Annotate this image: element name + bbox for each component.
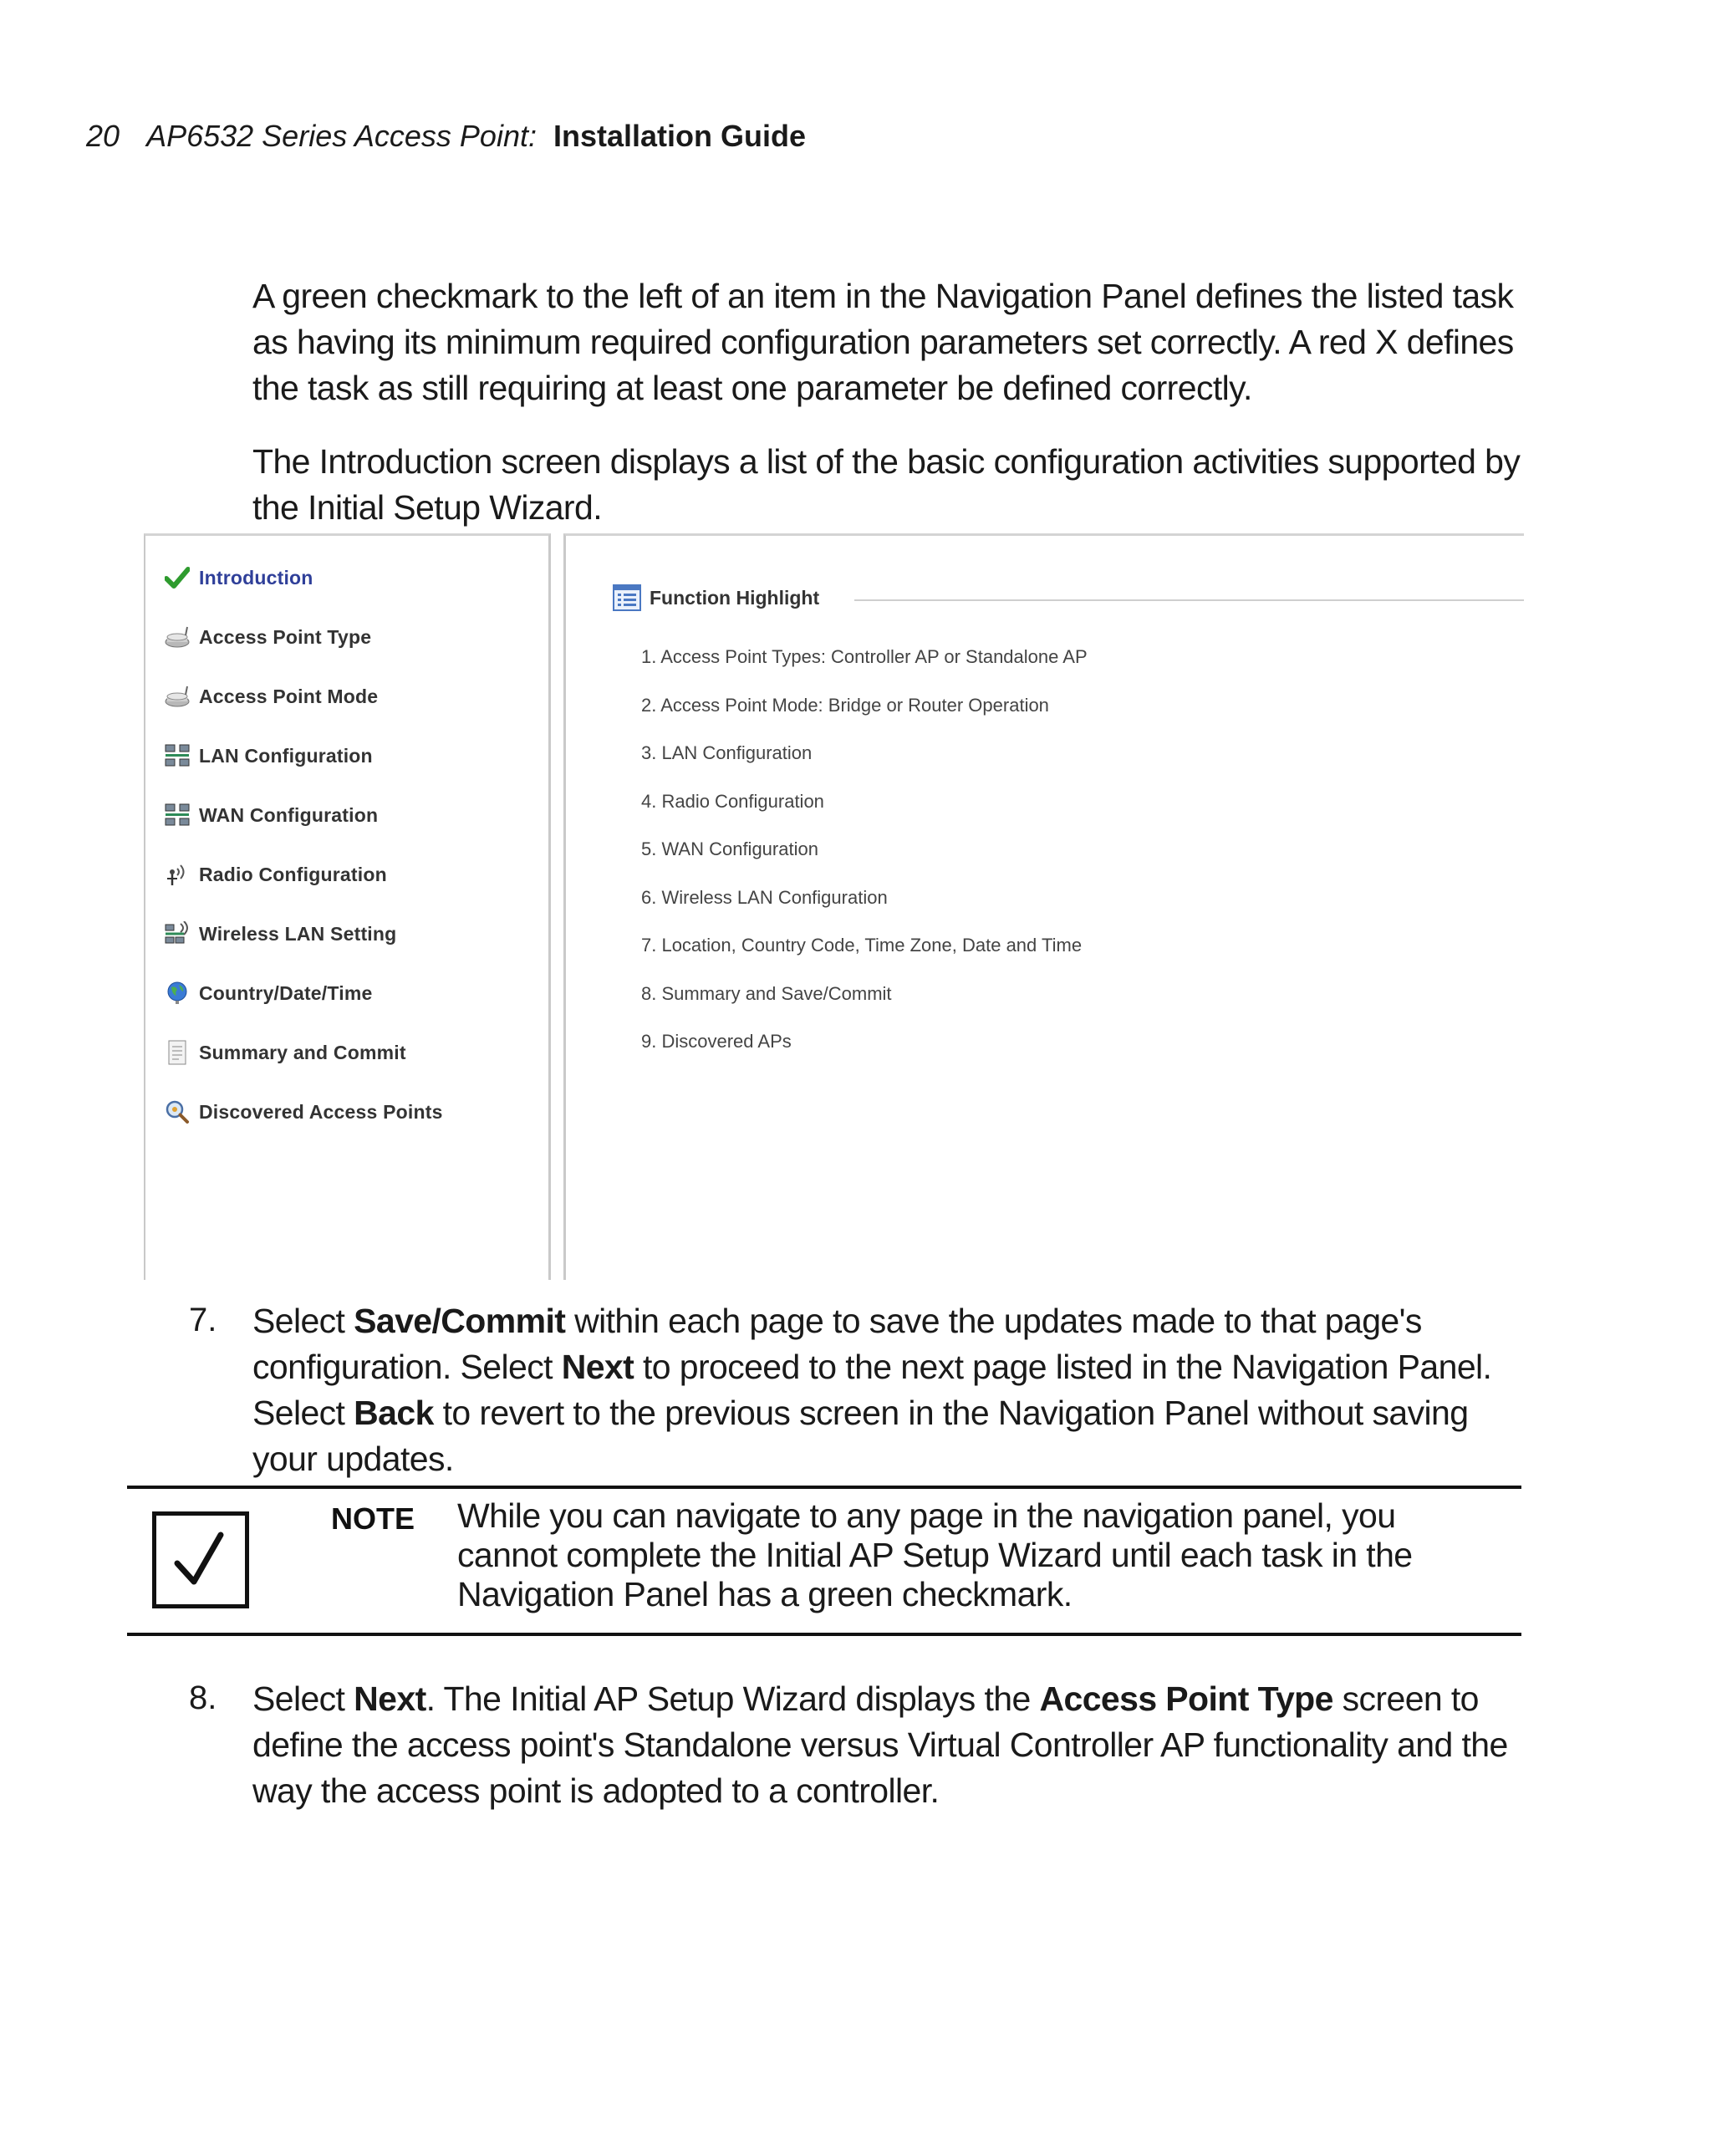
- nav-item-lan-configuration[interactable]: [164, 739, 373, 772]
- nav-item-wireless-lan-setting[interactable]: [164, 917, 396, 951]
- nav-item-discovered-access-points[interactable]: [164, 1095, 443, 1129]
- nav-item-access-point-mode[interactable]: [164, 680, 378, 713]
- nav-item-access-point-type[interactable]: [164, 620, 371, 654]
- function-highlight-heading: [613, 584, 819, 611]
- note-label: NOTE: [331, 1501, 415, 1536]
- nav-item-label: Introduction: [199, 566, 313, 589]
- network-icon: [164, 742, 191, 769]
- list-item: 9. Discovered APs: [641, 1031, 792, 1052]
- nav-item-label: WAN Configuration: [199, 803, 379, 826]
- network-icon: [164, 802, 191, 828]
- document-series: AP6532 Series Access Point:: [146, 119, 537, 153]
- green-checkmark-icon: [164, 564, 191, 591]
- back-term: Back: [354, 1394, 434, 1432]
- step-number-8: 8.: [189, 1679, 217, 1716]
- nav-item-label: LAN Configuration: [199, 744, 373, 767]
- content-panel: [563, 533, 1524, 1280]
- intro-paragraph-1: A green checkmark to the left of an item in the Navigation Panel defines the listed task as having its minimum required configuration parameters set correctly. A red X defines the task as still requiring at least one parameter be defined correctly.: [252, 277, 1514, 407]
- heading-divider: [854, 599, 1524, 601]
- note-top-rule: [127, 1486, 1521, 1489]
- step-7-text: Select Save/Commit within each page to save the updates made to that page's configuration. Select Next to proceed to the next page listed in the Navigation Panel. Select Back to revert to the previous screen in the Navigation Panel without saving your updates.: [252, 1302, 1492, 1478]
- nav-item-label: Radio Configuration: [199, 863, 387, 885]
- list-item: 6. Wireless LAN Configuration: [641, 886, 888, 908]
- document-guide-title: Installation Guide: [553, 119, 807, 153]
- nav-item-wan-configuration[interactable]: [164, 798, 378, 832]
- access-point-icon: [164, 624, 191, 650]
- note-text: While you can navigate to any page in the navigation panel, you cannot complete the Initial AP Setup Wizard until each task in the Navigation Panel has a green checkmark.: [457, 1496, 1413, 1613]
- setup-wizard-screenshot: [144, 533, 1521, 1277]
- list-item: 3. LAN Configuration: [641, 742, 813, 763]
- list-item: 4. Radio Configuration: [641, 790, 824, 812]
- globe-icon: [164, 980, 191, 1007]
- nav-item-label: Country/Date/Time: [199, 981, 373, 1004]
- nav-item-summary-and-commit[interactable]: [164, 1036, 406, 1069]
- step-8-text: Select Next. The Initial AP Setup Wizard displays the Access Point Type screen to define the access point's Standalone versus Virtual Controller AP functionality and the way the access point is adopted to a controller.: [252, 1679, 1508, 1810]
- next-term: Next: [354, 1679, 426, 1718]
- intro-paragraph-2: The Introduction screen displays a list of the basic configuration activities supported by the Initial Setup Wizard.: [252, 442, 1521, 527]
- step-number-7: 7.: [189, 1302, 217, 1338]
- function-highlight-list: [641, 646, 1088, 1079]
- nav-item-introduction[interactable]: [164, 561, 313, 594]
- nav-item-radio-configuration[interactable]: [164, 858, 387, 891]
- nav-item-label: Access Point Type: [199, 625, 372, 648]
- list-item: 8. Summary and Save/Commit: [641, 982, 892, 1004]
- radio-icon: [164, 861, 191, 888]
- next-term: Next: [561, 1348, 634, 1386]
- magnifier-icon: [164, 1098, 191, 1125]
- access-point-icon: [164, 683, 191, 710]
- note-bottom-rule: [127, 1633, 1521, 1636]
- list-icon: [613, 584, 641, 611]
- page-header: [86, 119, 806, 154]
- list-item: 5. WAN Configuration: [641, 838, 818, 859]
- nav-item-label: Summary and Commit: [199, 1041, 406, 1063]
- access-point-type-term: Access Point Type: [1039, 1679, 1333, 1718]
- nav-item-country-date-time[interactable]: [164, 976, 372, 1010]
- navigation-panel: [144, 533, 551, 1280]
- checkmark-box-icon: [152, 1511, 249, 1608]
- wireless-network-icon: [164, 920, 191, 947]
- page-number: 20: [86, 119, 120, 153]
- list-item: 2. Access Point Mode: Bridge or Router Operation: [641, 694, 1049, 716]
- save-commit-term: Save/Commit: [354, 1302, 566, 1340]
- function-highlight-title: Function Highlight: [650, 586, 820, 609]
- nav-item-label: Wireless LAN Setting: [199, 922, 397, 945]
- nav-item-label: Access Point Mode: [199, 685, 379, 707]
- document-icon: [164, 1039, 191, 1066]
- nav-item-label: Discovered Access Points: [199, 1100, 443, 1123]
- list-item: 7. Location, Country Code, Time Zone, Date and Time: [641, 935, 1083, 956]
- list-item: 1. Access Point Types: Controller AP or Standalone AP: [641, 646, 1088, 667]
